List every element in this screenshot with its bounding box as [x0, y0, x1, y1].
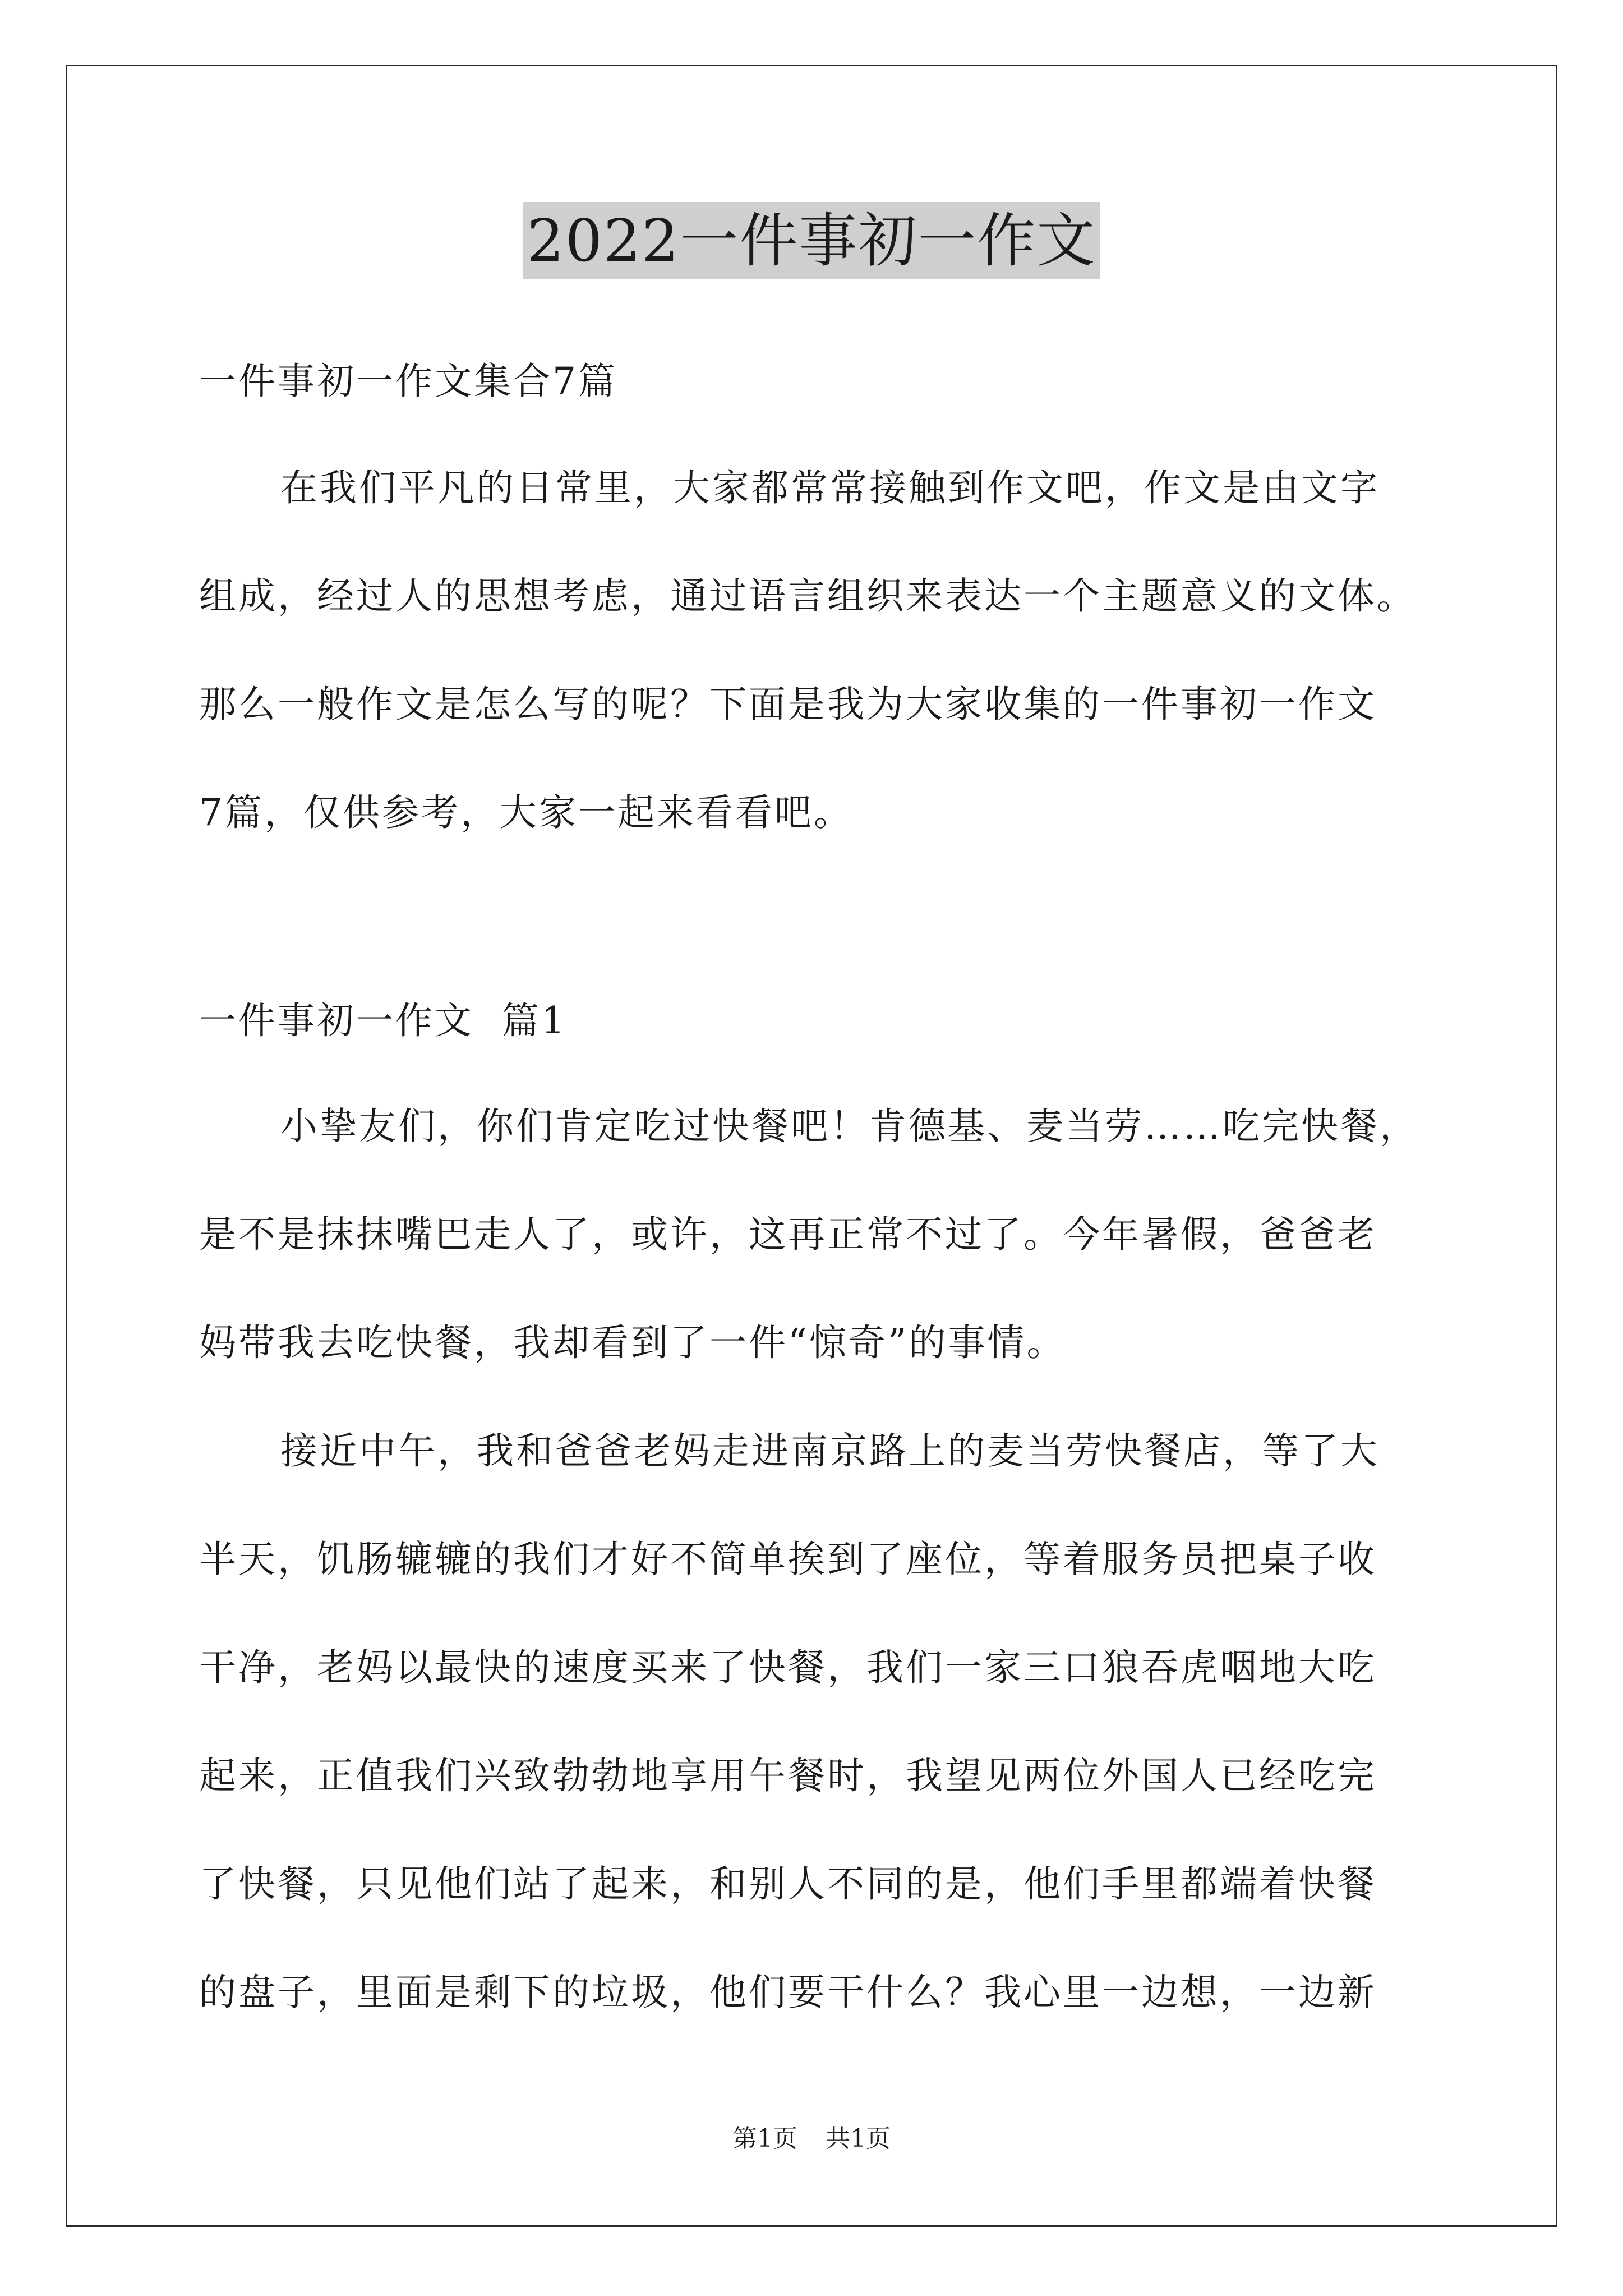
para2-line-6: 的盘子，里面是剩下的垃圾，他们要干什么？我心里一边想，一边新 — [199, 1971, 1377, 2014]
intro-line-1: 在我们平凡的日常里，大家都常常接触到作文吧，作文是由文字 — [280, 466, 1380, 509]
para2-line-5: 了快餐，只见他们站了起来，和别人不同的是，他们手里都端着快餐 — [199, 1862, 1377, 1906]
page-footer — [0, 2123, 1623, 2155]
para2-line-1: 接近中午，我和爸爸老妈走进南京路上的麦当劳快餐店，等了大 — [280, 1429, 1380, 1473]
para2-line-4: 起来，正值我们兴致勃勃地享用午餐时，我望见两位外国人已经吃完 — [199, 1754, 1377, 1797]
title-container — [0, 202, 1623, 279]
total-pages: 共1页 — [826, 2124, 891, 2153]
intro-line-3: 那么一般作文是怎么写的呢？下面是我为大家收集的一件事初一作文 — [199, 683, 1377, 726]
document-title: 2022一件事初一作文 — [523, 202, 1101, 279]
para1-line-1: 小挚友们，你们肯定吃过快餐吧！肯德基、麦当劳……吃完快餐， — [280, 1105, 1419, 1148]
intro-line-4: 7篇，仅供参考，大家一起来看看吧。 — [199, 791, 853, 834]
section-heading: 一件事初一作文 篇1 — [199, 999, 567, 1042]
para2-line-3: 干净，老妈以最快的速度买来了快餐，我们一家三口狼吞虎咽地大吃 — [199, 1646, 1377, 1689]
para2-line-2: 半天，饥肠辘辘的我们才好不简单挨到了座位，等着服务员把桌子收 — [199, 1538, 1377, 1581]
document-subtitle: 一件事初一作文集合7篇 — [199, 360, 617, 403]
page-number: 第1页 — [732, 2124, 797, 2153]
para1-line-3: 妈带我去吃快餐，我却看到了一件“惊奇”的事情。 — [199, 1321, 1066, 1364]
intro-line-2: 组成，经过人的思想考虑，通过语言组织来表达一个主题意义的文体。 — [199, 574, 1416, 618]
para1-line-2: 是不是抹抹嘴巴走人了，或许，这再正常不过了。今年暑假，爸爸老 — [199, 1213, 1377, 1256]
